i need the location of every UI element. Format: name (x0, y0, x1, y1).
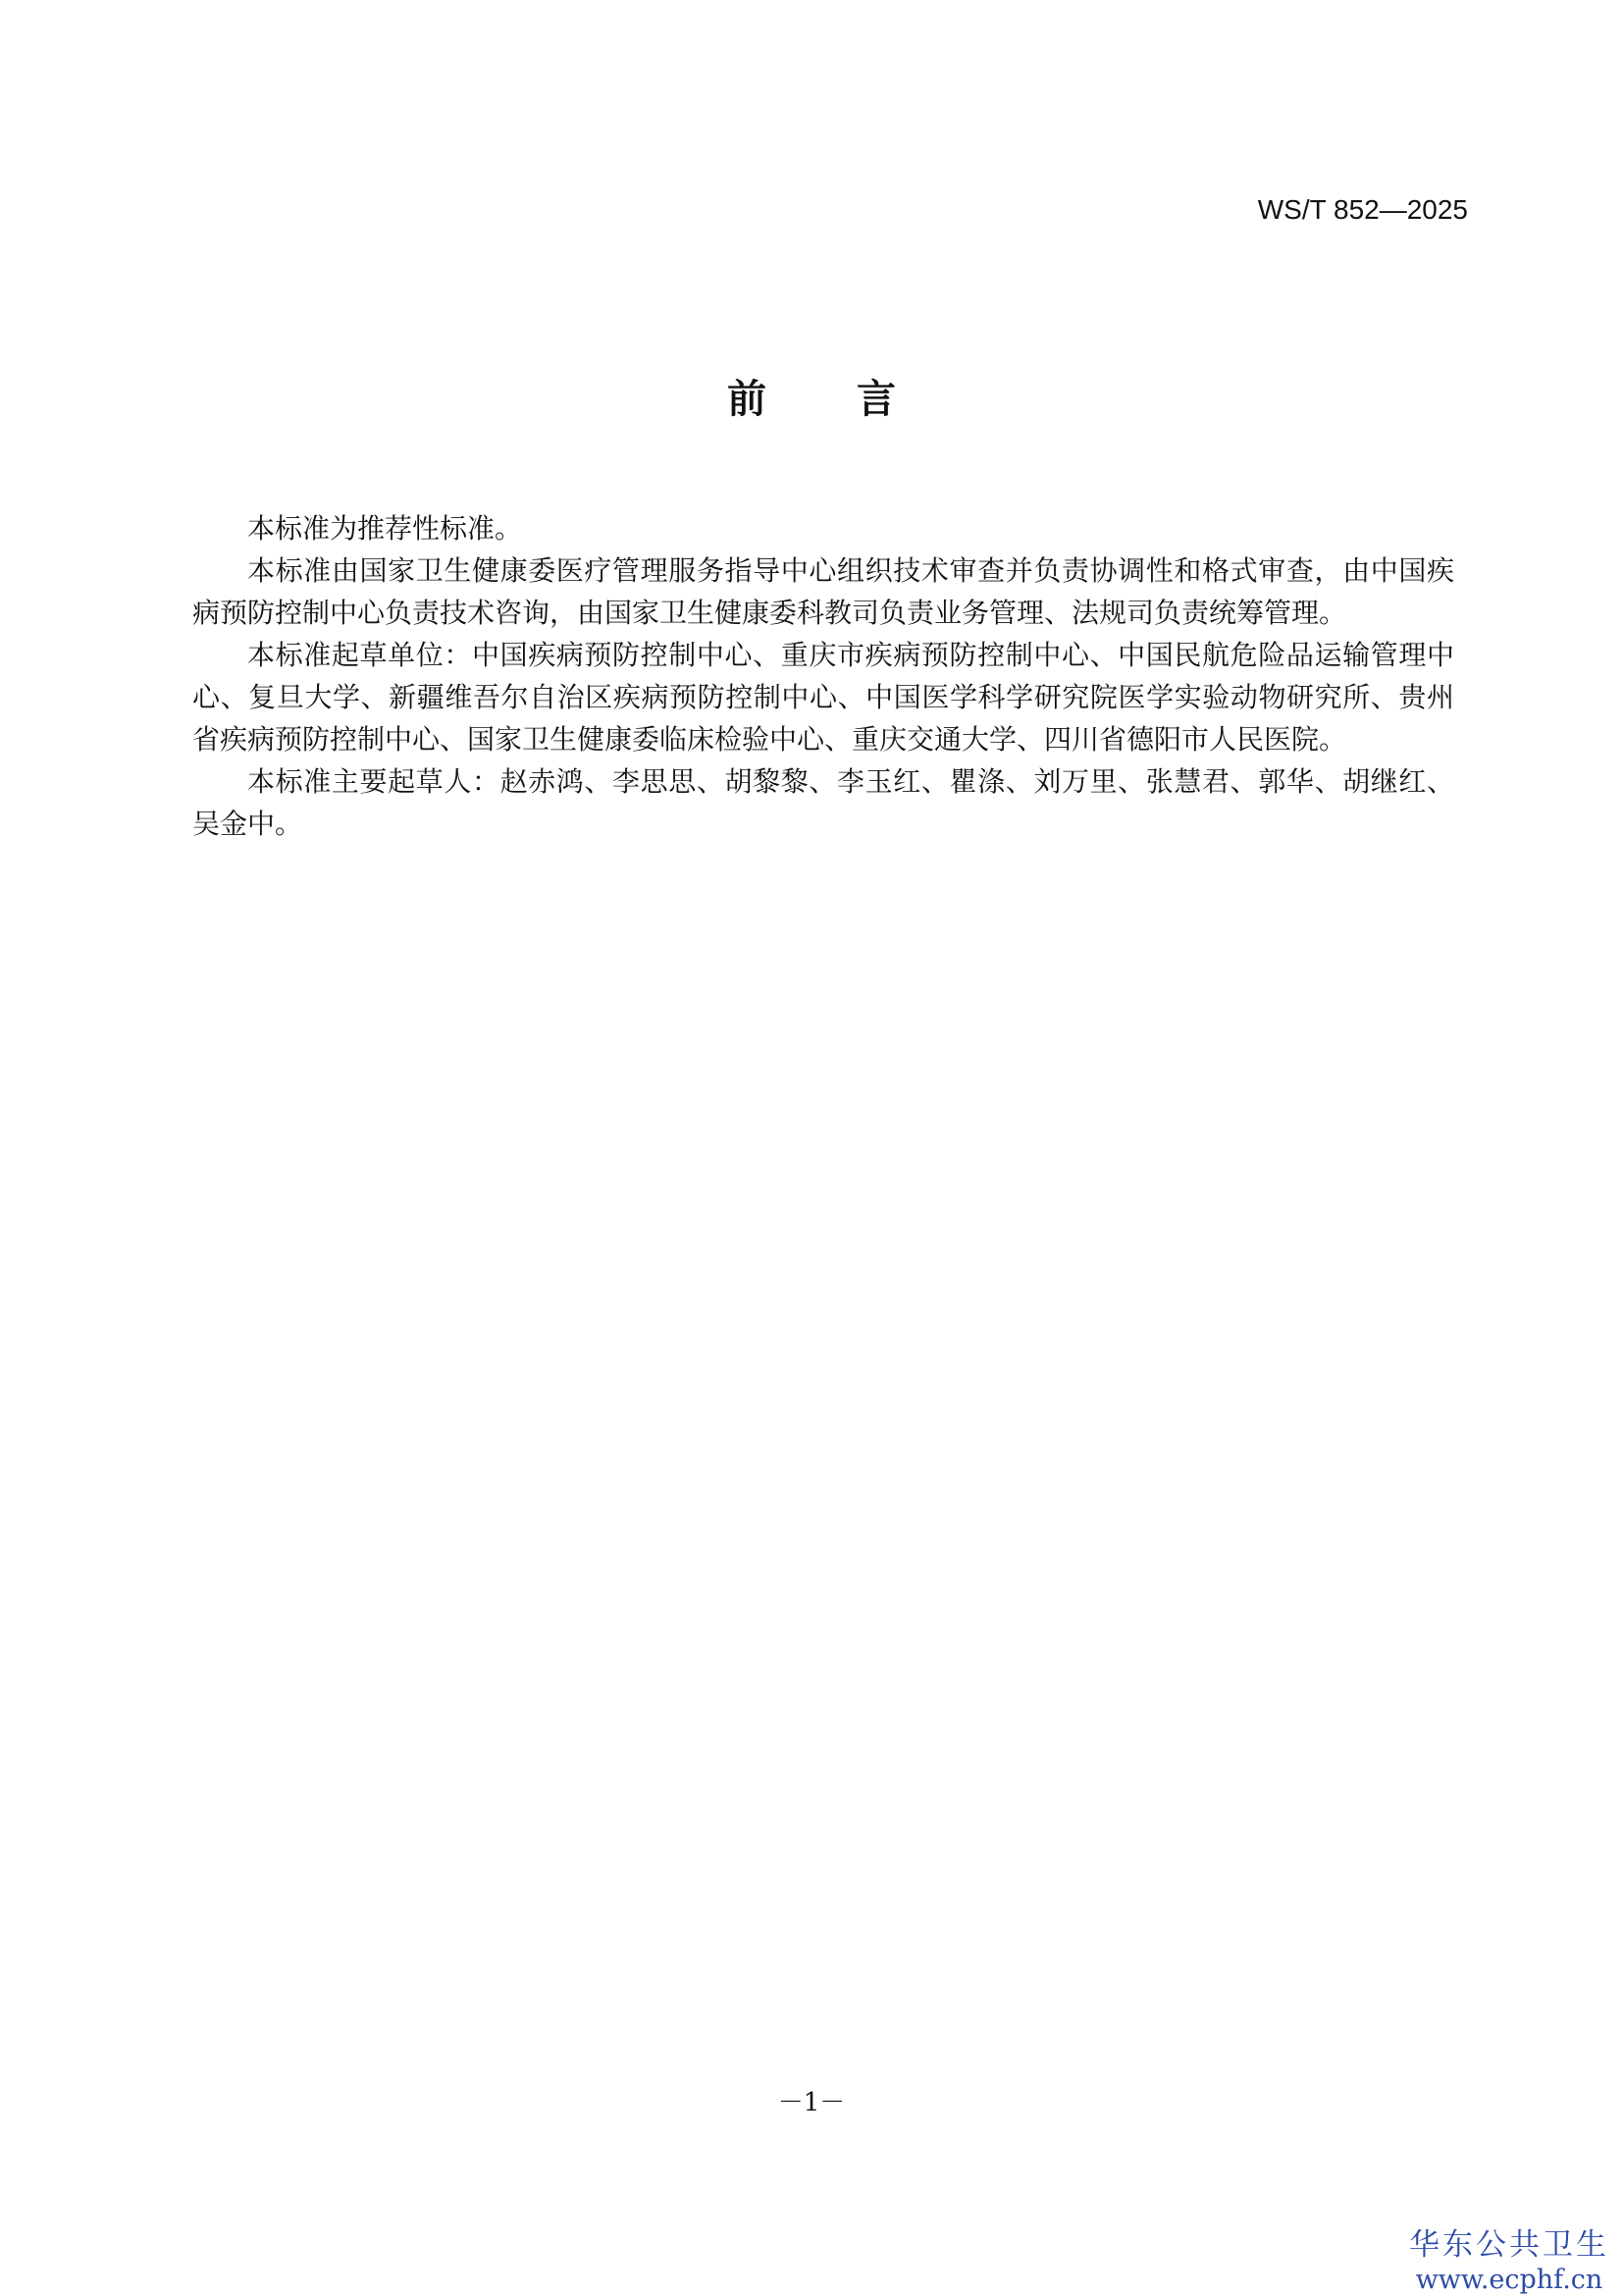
watermark-name: 华东公共卫生 (1409, 2227, 1609, 2263)
watermark-url: www.ecphf.cn (1415, 2265, 1603, 2295)
paragraph-recommendation: 本标准为推荐性标准。 (247, 512, 523, 545)
foreword-body (192, 507, 1454, 845)
title-char-1: 前 (727, 377, 766, 422)
page-number: －1－ (777, 2088, 846, 2117)
standard-code: WS/T 852—2025 (1257, 194, 1468, 225)
paragraph-drafting-units: 本标准起草单位：中国疾病预防控制中心、重庆市疾病预防控制中心、中国民航危险品运输管理中心、复旦大学、新疆维吾尔自治区疾病预防控制中心、中国医学科学研究院医学实验动物研究所、贵州省疾病预防控制中心、国家卫生健康委临床检验中心、重庆交通大学、四川省德阳市人民医院。 (192, 639, 1454, 756)
watermark (1409, 2225, 1609, 2296)
paragraph-review: 本标准由国家卫生健康委医疗管理服务指导中心组织技术审查并负责协调性和格式审查，由中国疾病预防控制中心负责技术咨询，由国家卫生健康委科教司负责业务管理、法规司负责统筹管理。 (192, 554, 1454, 629)
page-title (0, 368, 1623, 424)
title-char-2: 言 (857, 377, 896, 422)
paragraph-drafters: 本标准主要起草人：赵赤鸿、李思思、胡黎黎、李玉红、瞿涤、刘万里、张慧君、郭华、胡继红、吴金中。 (192, 765, 1454, 840)
